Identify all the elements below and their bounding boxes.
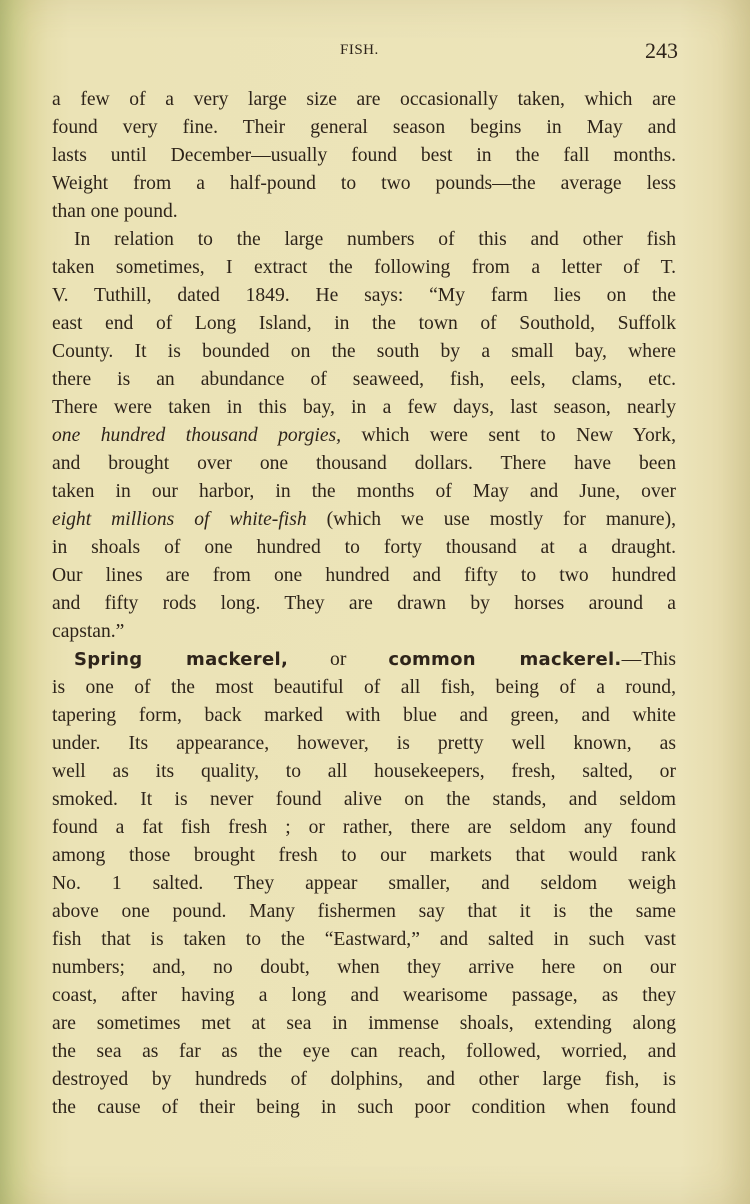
text-line: found very fine. Their general season begins in May and: [52, 117, 676, 138]
text-line: capstan.”: [52, 621, 125, 642]
text-line-with-italic: [52, 506, 676, 534]
text-line: well as its quality, to all housekeepers, fresh, salted, or: [52, 761, 676, 782]
text-line: taken sometimes, I extract the following from a letter of T.: [52, 257, 676, 278]
text-line: County. It is bounded on the south by a small bay, where: [52, 341, 676, 362]
running-head-title: FISH.: [340, 42, 379, 58]
line-remainder: —This: [621, 649, 676, 670]
text-line: taken in our harbor, in the months of May and June, over: [52, 481, 676, 502]
text-line: found a fat fish fresh ; or rather, there are seldom any found: [52, 817, 676, 838]
text-line: destroyed by hundreds of dolphins, and other large fish, is: [52, 1069, 676, 1090]
body-text: [52, 86, 676, 1122]
text-line: coast, after having a long and wearisome passage, as they: [52, 985, 676, 1006]
text-line: Our lines are from one hundred and fifty to two hundred: [52, 565, 676, 586]
running-head: [0, 38, 750, 68]
text-line: numbers; and, no doubt, when they arrive here on our: [52, 957, 676, 978]
text-line: and brought over one thousand dollars. There have been: [52, 453, 676, 474]
text-line: in shoals of one hundred to forty thousand at a draught.: [52, 537, 676, 558]
heading-connector: or: [288, 649, 389, 670]
text-line: There were taken in this bay, in a few days, last season, nearly: [52, 397, 676, 418]
text-line: there is an abundance of seaweed, fish, eels, clams, etc.: [52, 369, 676, 390]
text-line: lasts until December—usually found best in the fall months.: [52, 145, 676, 166]
text-line: V. Tuthill, dated 1849. He says: “My farm lies on the: [52, 285, 676, 306]
bold-heading-spring-mackerel: Spring mackerel,: [74, 649, 289, 670]
italic-phrase: one hundred thousand porgies,: [52, 425, 342, 446]
text-line: and fifty rods long. They are drawn by horses around a: [52, 593, 676, 614]
text-line: smoked. It is never found alive on the stands, and seldom: [52, 789, 676, 810]
text-line: is one of the most beautiful of all fish, being of a round,: [52, 677, 676, 698]
text-line: No. 1 salted. They appear smaller, and seldom weigh: [52, 873, 676, 894]
bold-heading-common-mackerel: common mackerel.: [388, 649, 622, 670]
text-line: a few of a very large size are occasionally taken, which are: [52, 89, 676, 110]
text-line: Weight from a half-pound to two pounds—the average less: [52, 173, 676, 194]
text-line-with-italic: [52, 422, 676, 450]
text-line: tapering form, back marked with blue and green, and white: [52, 705, 676, 726]
text-line: than one pound.: [52, 201, 178, 222]
page-number: 243: [645, 38, 678, 63]
text-line: the cause of their being in such poor condition when found: [52, 1097, 676, 1118]
text-line: the sea as far as the eye can reach, followed, worried, and: [52, 1041, 676, 1062]
line-remainder: which were sent to New York,: [341, 425, 677, 446]
italic-phrase: eight millions of white-fish: [52, 509, 307, 530]
text-line: among those brought fresh to our markets that would rank: [52, 845, 676, 866]
line-remainder: (which we use mostly for manure),: [306, 509, 676, 530]
section-heading-line: [52, 646, 676, 674]
text-line: above one pound. Many fishermen say that it is the same: [52, 901, 676, 922]
text-line: fish that is taken to the “Eastward,” and salted in such vast: [52, 929, 676, 950]
text-line: under. Its appearance, however, is pretty well known, as: [52, 733, 676, 754]
text-line: In relation to the large numbers of this and other fish: [74, 229, 676, 250]
text-line: are sometimes met at sea in immense shoals, extending along: [52, 1013, 676, 1034]
text-line: east end of Long Island, in the town of Southold, Suffolk: [52, 313, 676, 334]
